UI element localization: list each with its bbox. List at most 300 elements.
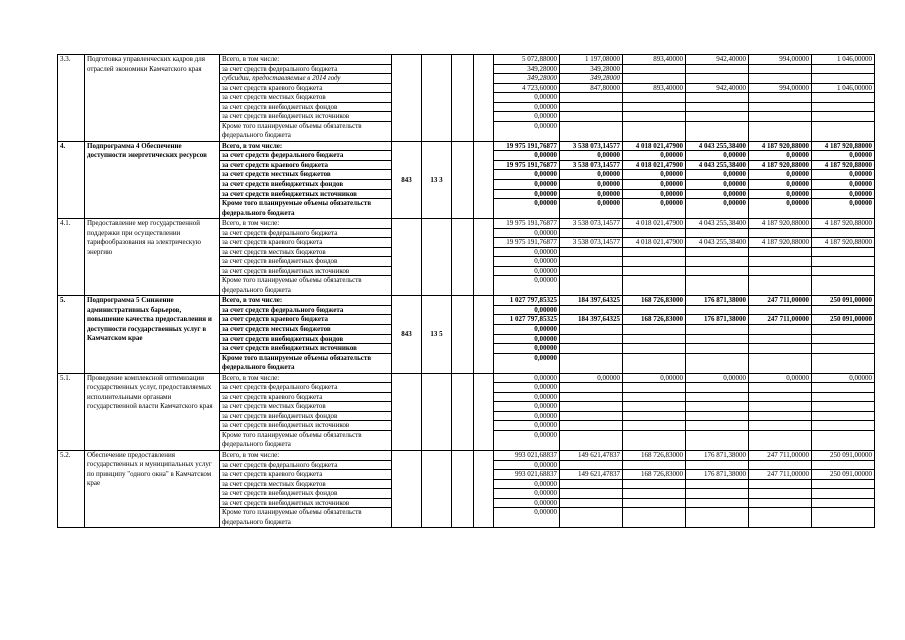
amount-total: 0,00000 — [494, 498, 560, 508]
funding-source-label: за счет средств внебюджетных фондов — [220, 334, 392, 344]
table-row — [58, 141, 875, 151]
funding-source-label: за счет средств краевого бюджета — [220, 392, 392, 402]
amount-total: 349,28000 — [494, 64, 560, 74]
amount-total: 0,00000 — [494, 460, 560, 470]
amount-y2: 4 018 021,47900 — [623, 219, 686, 229]
amount-total: 0,00000 — [494, 402, 560, 412]
amount-y3: 0,00000 — [686, 373, 749, 383]
amount-y4 — [749, 247, 812, 257]
amount-y1: 0,00000 — [560, 170, 623, 180]
table-body — [58, 55, 875, 528]
amount-y4 — [749, 228, 812, 238]
amount-y5 — [812, 121, 875, 141]
amount-y1: 3 538 073,14577 — [560, 219, 623, 229]
row-title: Предоставление мер государственной поддержки при осуществлении тарифообразования на электрическую энергию — [85, 219, 220, 296]
amount-y5: 0,00000 — [812, 373, 875, 383]
funding-source-label: Всего, в том числе: — [220, 296, 392, 306]
amount-y1 — [560, 344, 623, 354]
amount-y3 — [686, 421, 749, 431]
amount-y3: 942,40000 — [686, 83, 749, 93]
row-number: 5.2. — [58, 450, 85, 527]
row-title: Подготовка управленческих кадров для отраслей экономики Камчатского края — [85, 55, 220, 142]
amount-total: 0,00000 — [494, 489, 560, 499]
amount-y1 — [560, 93, 623, 103]
amount-y4 — [749, 334, 812, 344]
budget-code: 843 — [392, 296, 422, 373]
funding-source-label: Всего, в том числе: — [220, 55, 392, 65]
amount-y3 — [686, 305, 749, 315]
amount-y3 — [686, 247, 749, 257]
program-code — [422, 450, 452, 527]
amount-y5: 4 187 920,88000 — [812, 141, 875, 151]
code-cell — [474, 296, 494, 373]
amount-total: 0,00000 — [494, 112, 560, 122]
amount-y4: 994,00000 — [749, 55, 812, 65]
amount-y1 — [560, 489, 623, 499]
amount-y5: 250 091,00000 — [812, 470, 875, 480]
amount-y3: 942,40000 — [686, 55, 749, 65]
amount-y5 — [812, 508, 875, 528]
amount-y3: 0,00000 — [686, 151, 749, 161]
amount-y4 — [749, 402, 812, 412]
amount-y4 — [749, 64, 812, 74]
funding-source-label: Кроме того планируемые объемы обязательств федерального бюджета — [220, 508, 392, 528]
amount-y4 — [749, 353, 812, 373]
funding-source-label: за счет средств внебюджетных источников — [220, 421, 392, 431]
amount-y3 — [686, 102, 749, 112]
amount-y4 — [749, 276, 812, 296]
amount-total: 0,00000 — [494, 276, 560, 296]
amount-y3: 0,00000 — [686, 199, 749, 219]
amount-y5: 250 091,00000 — [812, 315, 875, 325]
funding-source-label: за счет средств местных бюджетов — [220, 479, 392, 489]
code-cell — [474, 450, 494, 527]
amount-y3 — [686, 276, 749, 296]
amount-y4 — [749, 411, 812, 421]
funding-source-label: за счет средств федерального бюджета — [220, 383, 392, 393]
funding-source-label: за счет средств краевого бюджета — [220, 83, 392, 93]
amount-y4: 247 711,00000 — [749, 450, 812, 460]
funding-source-label: за счет средств краевого бюджета — [220, 470, 392, 480]
amount-y5 — [812, 102, 875, 112]
budget-code — [392, 55, 422, 142]
amount-y5 — [812, 247, 875, 257]
amount-y1: 3 538 073,14577 — [560, 141, 623, 151]
program-code — [422, 55, 452, 142]
amount-y5: 250 091,00000 — [812, 450, 875, 460]
amount-y2 — [623, 325, 686, 335]
amount-y1 — [560, 353, 623, 373]
amount-y2: 4 018 021,47900 — [623, 160, 686, 170]
amount-y5 — [812, 411, 875, 421]
amount-y2: 4 018 021,47900 — [623, 238, 686, 248]
amount-y2 — [623, 276, 686, 296]
amount-y5 — [812, 305, 875, 315]
funding-source-label: за счет средств местных бюджетов — [220, 325, 392, 335]
amount-y5 — [812, 421, 875, 431]
amount-y5 — [812, 489, 875, 499]
amount-y5 — [812, 228, 875, 238]
funding-source-label: за счет средств краевого бюджета — [220, 160, 392, 170]
amount-y1: 149 621,47837 — [560, 470, 623, 480]
funding-source-label: за счет средств местных бюджетов — [220, 93, 392, 103]
amount-y1: 0,00000 — [560, 180, 623, 190]
amount-y3 — [686, 257, 749, 267]
code-cell — [474, 373, 494, 450]
amount-y2: 0,00000 — [623, 151, 686, 161]
amount-y3 — [686, 334, 749, 344]
funding-source-label: Кроме того планируемые объемы обязательств федерального бюджета — [220, 276, 392, 296]
amount-y4 — [749, 305, 812, 315]
amount-total: 0,00000 — [494, 228, 560, 238]
row-title: Обеспечение предоставления государственных и муниципальных услуг по принципу "одного окна" в Камчатском крае — [85, 450, 220, 527]
amount-y2 — [623, 498, 686, 508]
amount-y2: 168 726,83000 — [623, 315, 686, 325]
funding-source-label: за счет средств внебюджетных источников — [220, 266, 392, 276]
amount-total: 0,00000 — [494, 305, 560, 315]
code-cell — [452, 450, 474, 527]
funding-source-label: за счет средств местных бюджетов — [220, 170, 392, 180]
amount-y5: 1 046,00000 — [812, 83, 875, 93]
amount-total: 0,00000 — [494, 93, 560, 103]
amount-y1 — [560, 334, 623, 344]
amount-y5 — [812, 64, 875, 74]
amount-y2: 0,00000 — [623, 199, 686, 219]
amount-y4: 0,00000 — [749, 189, 812, 199]
amount-y4: 247 711,00000 — [749, 296, 812, 306]
amount-total: 0,00000 — [494, 121, 560, 141]
amount-total: 19 975 191,76877 — [494, 219, 560, 229]
amount-y1: 184 397,64325 — [560, 296, 623, 306]
funding-source-label: за счет средств федерального бюджета — [220, 228, 392, 238]
amount-y2 — [623, 266, 686, 276]
amount-total: 0,00000 — [494, 102, 560, 112]
amount-y2: 0,00000 — [623, 180, 686, 190]
amount-y5 — [812, 74, 875, 84]
amount-y3 — [686, 228, 749, 238]
funding-source-label: субсидии, предоставляемые в 2014 году — [220, 74, 392, 84]
amount-y1 — [560, 383, 623, 393]
funding-source-label: Кроме того планируемые объемы обязательств федерального бюджета — [220, 353, 392, 373]
amount-y5 — [812, 383, 875, 393]
amount-y4 — [749, 325, 812, 335]
amount-y2 — [623, 102, 686, 112]
amount-y5 — [812, 266, 875, 276]
amount-total: 0,00000 — [494, 180, 560, 190]
amount-y4: 247 711,00000 — [749, 315, 812, 325]
amount-y2 — [623, 64, 686, 74]
amount-y5: 4 187 920,88000 — [812, 160, 875, 170]
amount-y2 — [623, 411, 686, 421]
amount-y3: 4 043 255,38400 — [686, 141, 749, 151]
amount-y4: 4 187 920,88000 — [749, 160, 812, 170]
amount-y1 — [560, 305, 623, 315]
amount-y2 — [623, 383, 686, 393]
row-number: 4.1. — [58, 219, 85, 296]
amount-y5 — [812, 93, 875, 103]
amount-y3 — [686, 93, 749, 103]
row-number: 5. — [58, 296, 85, 373]
funding-source-label: за счет средств внебюджетных фондов — [220, 489, 392, 499]
amount-y5: 1 046,00000 — [812, 55, 875, 65]
funding-source-label: за счет средств внебюджетных фондов — [220, 180, 392, 190]
funding-source-label: Всего, в том числе: — [220, 219, 392, 229]
amount-y3: 0,00000 — [686, 189, 749, 199]
amount-y3: 0,00000 — [686, 170, 749, 180]
amount-y5: 0,00000 — [812, 189, 875, 199]
funding-source-label: за счет средств краевого бюджета — [220, 238, 392, 248]
amount-total: 0,00000 — [494, 266, 560, 276]
amount-total: 1 027 797,85325 — [494, 315, 560, 325]
amount-total: 0,00000 — [494, 353, 560, 373]
amount-y3 — [686, 112, 749, 122]
amount-y4 — [749, 421, 812, 431]
amount-y4 — [749, 257, 812, 267]
funding-source-label: за счет средств внебюджетных источников — [220, 189, 392, 199]
amount-y3 — [686, 344, 749, 354]
amount-total: 19 975 191,76877 — [494, 160, 560, 170]
table-row — [58, 219, 875, 229]
amount-y3: 176 871,38000 — [686, 450, 749, 460]
amount-y4 — [749, 498, 812, 508]
amount-total: 0,00000 — [494, 373, 560, 383]
amount-total: 19 975 191,76877 — [494, 141, 560, 151]
amount-y1: 0,00000 — [560, 189, 623, 199]
amount-y2 — [623, 228, 686, 238]
amount-y2: 4 018 021,47900 — [623, 141, 686, 151]
amount-total: 0,00000 — [494, 508, 560, 528]
row-number: 4. — [58, 141, 85, 218]
amount-y3 — [686, 508, 749, 528]
amount-y3: 0,00000 — [686, 180, 749, 190]
code-cell — [452, 296, 474, 373]
amount-y1: 349,28000 — [560, 64, 623, 74]
amount-total: 0,00000 — [494, 151, 560, 161]
amount-y3: 4 043 255,38400 — [686, 160, 749, 170]
amount-y1 — [560, 402, 623, 412]
program-code — [422, 373, 452, 450]
amount-y4 — [749, 112, 812, 122]
amount-y1 — [560, 102, 623, 112]
amount-y2 — [623, 460, 686, 470]
amount-y1 — [560, 460, 623, 470]
program-code: 13 3 — [422, 141, 452, 218]
amount-y1 — [560, 498, 623, 508]
amount-y1: 3 538 073,14577 — [560, 238, 623, 248]
funding-source-label: за счет средств местных бюджетов — [220, 402, 392, 412]
amount-y4 — [749, 460, 812, 470]
amount-total: 993 021,68837 — [494, 450, 560, 460]
amount-y3: 176 871,38000 — [686, 315, 749, 325]
amount-y5 — [812, 276, 875, 296]
amount-y4 — [749, 430, 812, 450]
amount-y3 — [686, 411, 749, 421]
amount-y2: 0,00000 — [623, 373, 686, 383]
amount-y5 — [812, 498, 875, 508]
amount-y3 — [686, 266, 749, 276]
amount-total: 1 027 797,85325 — [494, 296, 560, 306]
amount-y5: 0,00000 — [812, 170, 875, 180]
amount-y5 — [812, 392, 875, 402]
amount-y3: 4 043 255,38400 — [686, 238, 749, 248]
amount-y1 — [560, 392, 623, 402]
amount-y5 — [812, 344, 875, 354]
amount-y4 — [749, 508, 812, 528]
amount-y4: 0,00000 — [749, 199, 812, 219]
row-title: Проведение комплексной оптимизации государственных услуг, предоставляемых исполнительными органами государственной власти Камчатского края — [85, 373, 220, 450]
amount-y5 — [812, 325, 875, 335]
code-cell — [452, 373, 474, 450]
amount-total: 0,00000 — [494, 344, 560, 354]
budget-code — [392, 450, 422, 527]
amount-y1 — [560, 325, 623, 335]
amount-y2 — [623, 247, 686, 257]
amount-y4: 4 187 920,88000 — [749, 219, 812, 229]
amount-total: 5 072,88000 — [494, 55, 560, 65]
funding-source-label: Всего, в том числе: — [220, 373, 392, 383]
row-title: Подпрограмма 4 Обеспечение доступности энергетических ресурсов — [85, 141, 220, 218]
amount-y4 — [749, 489, 812, 499]
funding-source-label: за счет средств внебюджетных фондов — [220, 102, 392, 112]
funding-source-label: Всего, в том числе: — [220, 450, 392, 460]
amount-y1: 349,28000 — [560, 74, 623, 84]
budget-code — [392, 373, 422, 450]
amount-y2 — [623, 392, 686, 402]
amount-y5 — [812, 430, 875, 450]
amount-y2 — [623, 93, 686, 103]
amount-y2 — [623, 421, 686, 431]
funding-source-label: за счет средств краевого бюджета — [220, 315, 392, 325]
amount-total: 993 021,68837 — [494, 470, 560, 480]
amount-y4 — [749, 121, 812, 141]
amount-y5 — [812, 334, 875, 344]
amount-total: 349,28000 — [494, 74, 560, 84]
amount-y1: 0,00000 — [560, 151, 623, 161]
amount-y3 — [686, 64, 749, 74]
funding-source-label: Кроме того планируемые объемы обязательств федерального бюджета — [220, 121, 392, 141]
amount-total: 0,00000 — [494, 325, 560, 335]
amount-y5 — [812, 112, 875, 122]
amount-y4: 994,00000 — [749, 83, 812, 93]
code-cell — [474, 141, 494, 218]
amount-y1 — [560, 228, 623, 238]
amount-y3 — [686, 392, 749, 402]
budget-table — [57, 54, 875, 528]
amount-y1 — [560, 257, 623, 267]
funding-source-label: Кроме того планируемые объемы обязательств федерального бюджета — [220, 199, 392, 219]
amount-y4 — [749, 74, 812, 84]
amount-y2 — [623, 489, 686, 499]
amount-y2: 893,40000 — [623, 55, 686, 65]
funding-source-label: за счет средств внебюджетных источников — [220, 112, 392, 122]
amount-total: 0,00000 — [494, 430, 560, 450]
program-code: 13 5 — [422, 296, 452, 373]
amount-y2: 168 726,83000 — [623, 296, 686, 306]
amount-total: 0,00000 — [494, 199, 560, 219]
amount-y3 — [686, 325, 749, 335]
row-title: Подпрограмма 5 Снижение административных барьеров, повышение качества предоставления и доступности государственных услуг в Камчатском крае — [85, 296, 220, 373]
amount-y2 — [623, 402, 686, 412]
amount-y3 — [686, 383, 749, 393]
amount-y5: 0,00000 — [812, 199, 875, 219]
amount-y5 — [812, 479, 875, 489]
amount-y4 — [749, 479, 812, 489]
amount-y3 — [686, 353, 749, 373]
amount-total: 0,00000 — [494, 247, 560, 257]
amount-y5 — [812, 460, 875, 470]
code-cell — [474, 219, 494, 296]
amount-total: 0,00000 — [494, 411, 560, 421]
table-row — [58, 450, 875, 460]
amount-y5: 250 091,00000 — [812, 296, 875, 306]
amount-y3 — [686, 402, 749, 412]
amount-y3 — [686, 460, 749, 470]
amount-y2 — [623, 334, 686, 344]
amount-y2 — [623, 257, 686, 267]
amount-total: 0,00000 — [494, 421, 560, 431]
code-cell — [452, 55, 474, 142]
amount-y4: 0,00000 — [749, 151, 812, 161]
amount-y4: 0,00000 — [749, 170, 812, 180]
amount-y2 — [623, 508, 686, 528]
amount-total: 4 723,60000 — [494, 83, 560, 93]
funding-source-label: за счет средств федерального бюджета — [220, 460, 392, 470]
amount-y2 — [623, 479, 686, 489]
amount-y5 — [812, 257, 875, 267]
amount-y4: 247 711,00000 — [749, 470, 812, 480]
amount-y1: 847,80000 — [560, 83, 623, 93]
amount-total: 0,00000 — [494, 257, 560, 267]
amount-y2 — [623, 353, 686, 373]
code-cell — [452, 219, 474, 296]
amount-y5: 0,00000 — [812, 151, 875, 161]
amount-y3 — [686, 489, 749, 499]
amount-y4 — [749, 392, 812, 402]
amount-y1 — [560, 247, 623, 257]
amount-y3 — [686, 121, 749, 141]
amount-y5: 0,00000 — [812, 180, 875, 190]
amount-y1 — [560, 411, 623, 421]
funding-source-label: за счет средств федерального бюджета — [220, 64, 392, 74]
amount-y4 — [749, 383, 812, 393]
amount-y2 — [623, 344, 686, 354]
row-number: 3.3. — [58, 55, 85, 142]
funding-source-label: за счет средств внебюджетных фондов — [220, 411, 392, 421]
amount-y1 — [560, 112, 623, 122]
amount-y3 — [686, 479, 749, 489]
amount-y2: 0,00000 — [623, 189, 686, 199]
amount-y3 — [686, 498, 749, 508]
funding-source-label: Кроме того планируемые объемы обязательств федерального бюджета — [220, 430, 392, 450]
amount-y4: 0,00000 — [749, 180, 812, 190]
amount-y1 — [560, 276, 623, 296]
amount-total: 0,00000 — [494, 479, 560, 489]
amount-y4 — [749, 102, 812, 112]
code-cell — [452, 141, 474, 218]
amount-y4: 4 187 920,88000 — [749, 141, 812, 151]
amount-y1 — [560, 479, 623, 489]
amount-y1 — [560, 121, 623, 141]
amount-y5: 4 187 920,88000 — [812, 238, 875, 248]
amount-y3: 176 871,38000 — [686, 470, 749, 480]
amount-y4 — [749, 344, 812, 354]
amount-y2 — [623, 305, 686, 315]
amount-total: 0,00000 — [494, 334, 560, 344]
amount-y3 — [686, 74, 749, 84]
funding-source-label: за счет средств внебюджетных фондов — [220, 257, 392, 267]
amount-y1: 1 197,08000 — [560, 55, 623, 65]
table-row — [58, 373, 875, 383]
